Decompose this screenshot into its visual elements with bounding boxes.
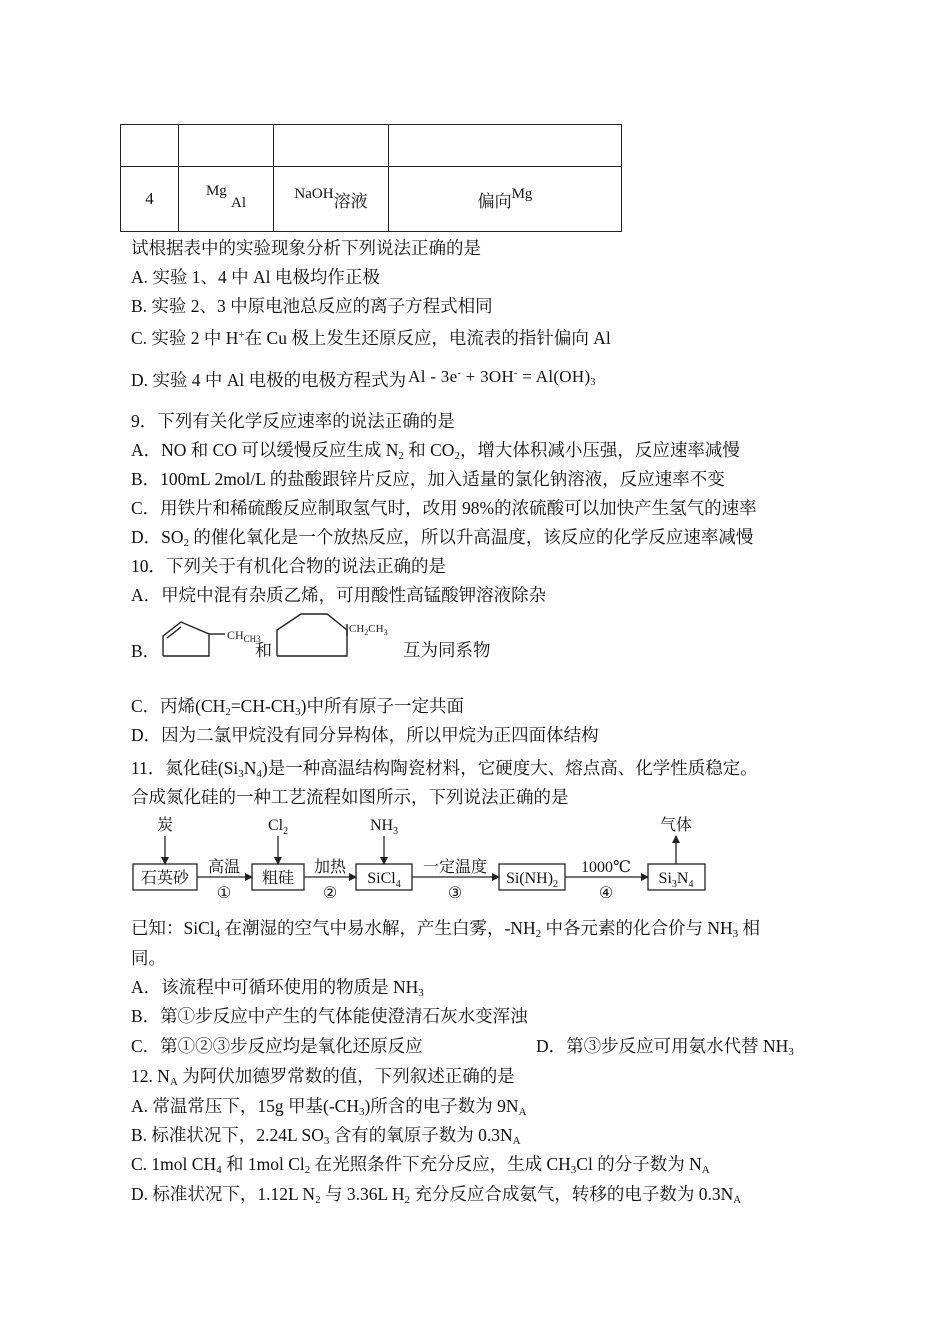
q11-known-line1: 已知：SiCl$_4$ 在潮湿的空气中易水解，产生白雾，$-NH_2$ 中各元素的化合价与 $NH_3$ 相	[131, 918, 761, 940]
q11-option-c: C．第①②③步反应均是氧化还原反应	[131, 1036, 423, 1056]
q8-option-c: C. 实验 2 中 H+在 Cu 极上发生还原反应，电流表的指针偏向 Al	[131, 328, 611, 348]
input-chlorine: $Cl_2$	[267, 817, 289, 837]
table-row	[121, 125, 622, 167]
step-1: ①	[216, 885, 232, 902]
pointer-target: Mg	[511, 185, 533, 202]
methyl-label: $CH_{CH3}$	[227, 628, 261, 644]
pointer-text: 偏向	[477, 191, 512, 211]
q10-stem: 10．下列关于有机化合物的说法正确的是	[131, 556, 446, 576]
step-4: ④	[598, 885, 614, 902]
step-3: ③	[447, 885, 463, 902]
electrodes-cell	[179, 167, 274, 232]
condition-1000c: 1000℃	[581, 859, 631, 876]
q12-stem: 12. $N_A$ 为阿伏加德罗常数的值，下列叙述正确的是	[131, 1066, 515, 1088]
condition-certain-temp: 一定温度	[422, 859, 488, 876]
q9-option-d: D．$SO_2$ 的催化氧化是一个放热反应，所以升高温度，该反应的化学反应速率减慢	[131, 527, 754, 549]
q11-known-line2: 同。	[131, 948, 166, 968]
condition-heating: 加热	[313, 859, 347, 876]
ethyl-label: $CH_2CH_3$	[349, 623, 388, 637]
q8-option-d: D. 实验 4 中 Al 电极的电极方程式为 $Al - 3e^- + 3OH^- = Al(OH)_3$	[131, 367, 596, 390]
box1-label: 石英砂	[140, 870, 190, 887]
electrode-mg: Mg	[205, 183, 227, 199]
box5-label: $Si_3N_4$	[658, 870, 694, 890]
q11-stem-line1: 11．氮化硅$(Si_3N_4)$是一种高温结构陶瓷材料，它硬度大、熔点高、化学性质稳定。	[131, 758, 758, 780]
input-carbon: 炭	[156, 817, 174, 834]
box3-label: SiCl$_4$	[367, 870, 401, 890]
q12-option-a: A. 常温常压下，15g 甲基$(-CH_3)$所含的电子数为 $9N_A$	[131, 1096, 527, 1118]
box4-label: $Si(NH)_2$	[505, 870, 559, 890]
methylcyclopentene-structure	[163, 622, 225, 656]
row-number-cell: 4	[121, 167, 179, 232]
pointer-cell	[389, 167, 622, 232]
q11-option-d: D．第③步反应可用氨水代替 $NH_3$	[536, 1036, 794, 1058]
experiment-table	[120, 124, 622, 232]
q11-stem-line2: 合成氮化硅的一种工艺流程如图所示，下列说法正确的是	[131, 787, 569, 807]
q10-option-d: D．因为二氯甲烷没有同分异构体，所以甲烷为正四面体结构	[131, 725, 599, 745]
box2-label: 粗硅	[261, 870, 295, 887]
q9-option-b: B．100mL 2mol/L 的盐酸跟锌片反应，加入适量的氯化钠溶液，反应速率不变	[131, 469, 725, 489]
electrode-al: Al	[231, 195, 247, 211]
q8-option-a: A. 实验 1、4 中 Al 电极均作正极	[131, 267, 380, 287]
condition-high-temp: 高温	[207, 859, 241, 876]
ethylcyclohexane-structure	[277, 614, 347, 656]
solution-word: 溶液	[333, 191, 368, 211]
q12-option-c: C. 1mol $CH_4$ 和 1mol $Cl_2$ 在光照条件下充分反应，生成 $CH_3Cl$ 的分子数为 $N_A$	[131, 1154, 710, 1176]
q9-option-c: C．用铁片和稀硫酸反应制取氢气时，改用 98%的浓硫酸可以加快产生氢气的速率	[131, 498, 757, 518]
q10-option-b-label: B．	[131, 641, 161, 661]
q9-stem: 9．下列有关化学反应速率的说法正确的是	[131, 411, 455, 431]
table-row	[121, 167, 622, 232]
q10-structures	[131, 612, 631, 668]
and-word: 和	[255, 641, 272, 660]
q8-stem: 试根据表中的实验现象分析下列说法正确的是	[131, 238, 481, 258]
step-2: ②	[322, 885, 338, 902]
q12-option-d: D. 标准状况下，1.12L $N_2$ 与 3.36L $H_2$ 充分反应合成氨气，转移的电子数为 $0.3N_A$	[131, 1184, 742, 1206]
homolog-phrase: 互为同系物	[403, 640, 491, 660]
q11-option-b: B．第①步反应中产生的气体能使澄清石灰水变浑浊	[131, 1006, 528, 1026]
process-flowchart	[128, 812, 718, 902]
q10-option-a: A．甲烷中混有杂质乙烯，可用酸性高锰酸钾溶液除杂	[131, 585, 547, 605]
q9-option-a: A．NO 和 CO 可以缓慢反应生成 $N_2$ 和 $CO_2$，增大体积减小压强，反应速率减慢	[131, 440, 740, 462]
q8-option-b: B. 实验 2、3 中原电池总反应的离子方程式相同	[131, 296, 493, 316]
solution-formula: NaOH	[294, 185, 334, 202]
q12-option-b: B. 标准状况下，2.24L $SO_3$ 含有的氧原子数为 $0.3N_A$	[131, 1125, 521, 1147]
solution-cell	[274, 167, 389, 232]
output-gas: 气体	[659, 817, 693, 834]
q10-option-c: C．丙烯$(CH_2=CH-CH_3)$中所有原子一定共面	[131, 696, 464, 718]
electrode-equation: $Al - 3e^- + 3OH^- = Al(OH)_3$	[408, 367, 596, 388]
q11-option-a: A．该流程中可循环使用的物质是 $NH_3$	[131, 977, 424, 999]
input-ammonia: $NH_3$	[369, 817, 399, 837]
